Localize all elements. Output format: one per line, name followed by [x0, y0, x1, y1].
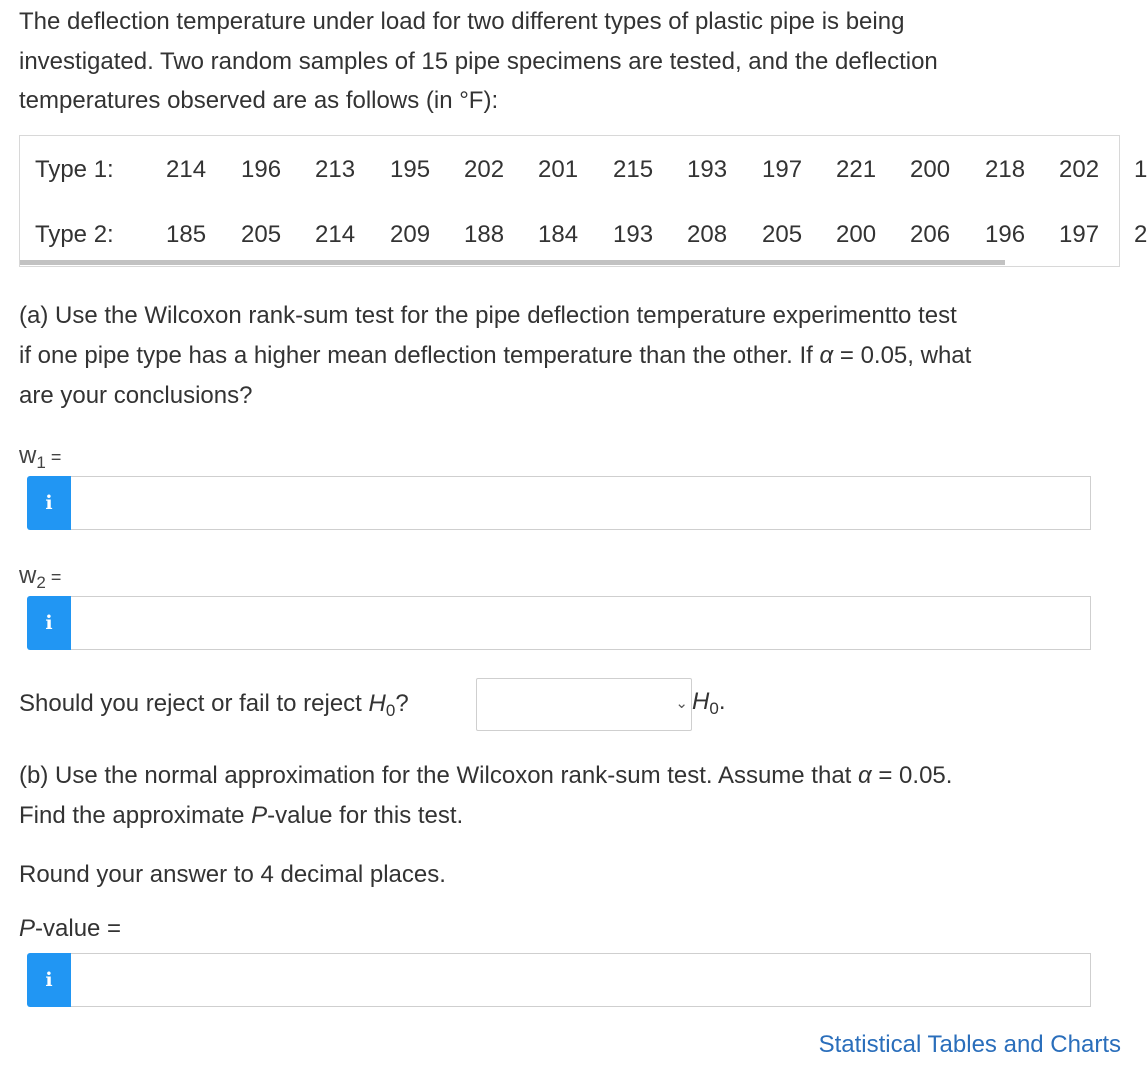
type2-value: 205 [762, 221, 803, 248]
data-table[interactable] [19, 135, 1148, 267]
w1-input[interactable] [71, 476, 1091, 530]
part-b-line-2-end: -value for this test. [267, 802, 464, 829]
part-b-line-2-text: Find the approximate [19, 802, 252, 829]
reject-question-text: Should you reject or fail to reject [19, 690, 369, 717]
pvalue-text: -value = [35, 915, 122, 942]
type2-value: 2 [1134, 221, 1148, 248]
pvalue-label [19, 915, 121, 943]
type1-value: 221 [836, 156, 877, 183]
type1-value: 195 [390, 156, 431, 183]
type1-value: 218 [985, 156, 1026, 183]
intro-line-1: The deflection temperature under load for two different types of plastic pipe is being [19, 8, 905, 35]
type2-label: Type 2: [35, 221, 114, 248]
type1-value: 202 [464, 156, 505, 183]
w1-eq: = [45, 447, 62, 467]
h0-subscript: 0 [709, 699, 719, 718]
problem-intro [19, 2, 1119, 121]
w2-label [19, 562, 61, 590]
w1-label [19, 442, 61, 470]
type2-value: 208 [687, 221, 728, 248]
h0-letter: H [692, 688, 710, 715]
type2-value: 196 [985, 221, 1026, 248]
type1-value: 1 [1134, 156, 1148, 183]
type1-value: 213 [315, 156, 356, 183]
p-letter: P [251, 802, 268, 829]
part-b-line-2 [19, 796, 1119, 836]
part-a-line-2 [19, 336, 1119, 376]
type2-value: 193 [613, 221, 654, 248]
type2-value: 197 [1059, 221, 1100, 248]
type2-value: 206 [910, 221, 951, 248]
type1-value: 197 [762, 156, 803, 183]
part-a-question [19, 296, 1119, 416]
h0-label [692, 688, 725, 716]
type1-label: Type 1: [35, 156, 114, 183]
alpha-symbol-b: α [858, 762, 872, 789]
type2-value: 184 [538, 221, 579, 248]
intro-line-3: temperatures observed are as follows (in °F): [19, 87, 499, 114]
reject-dropdown[interactable] [476, 678, 692, 731]
round-instruction: Round your answer to 4 decimal places. [19, 861, 446, 888]
w2-eq: = [45, 567, 62, 587]
part-b-line-1-text: (b) Use the normal approximation for the Wilcoxon rank-sum test. Assume that [19, 762, 859, 789]
w2-sub: 2 [36, 573, 46, 592]
type2-value: 214 [315, 221, 356, 248]
part-a-line-1: (a) Use the Wilcoxon rank-sum test for the pipe deflection temperature experimentto test [19, 302, 957, 329]
statistical-tables-link[interactable]: Statistical Tables and Charts [818, 1031, 1121, 1058]
pvalue-input[interactable] [71, 953, 1091, 1007]
w2-input[interactable] [71, 596, 1091, 650]
part-b-question [19, 756, 1119, 836]
type2-value: 209 [390, 221, 431, 248]
part-a-line-3: are your conclusions? [19, 382, 253, 409]
type2-value: 205 [241, 221, 282, 248]
type2-value: 188 [464, 221, 505, 248]
w1-info-icon[interactable]: i [27, 476, 71, 530]
horizontal-scrollbar[interactable] [20, 260, 1005, 265]
intro-line-2: investigated. Two random samples of 15 pipe specimens are tested, and the deflection [19, 47, 938, 75]
reject-question [19, 684, 409, 724]
type1-value: 202 [1059, 156, 1100, 183]
part-b-line-1-end: = 0.05. [871, 762, 953, 789]
type2-value: 185 [166, 221, 207, 248]
w2-info-icon[interactable]: i [27, 596, 71, 650]
type1-value: 196 [241, 156, 282, 183]
pvalue-info-icon[interactable]: i [27, 953, 71, 1007]
w1-sub: 1 [36, 453, 46, 472]
type1-value: 200 [910, 156, 951, 183]
h0-dot: . [718, 688, 726, 715]
type1-value: 214 [166, 156, 207, 183]
pvalue-p: P [19, 915, 36, 942]
w1-var: w [19, 442, 37, 469]
type1-value: 193 [687, 156, 728, 183]
part-a-line-2-text: if one pipe type has a higher mean deflection temperature than the other. If [19, 342, 820, 369]
type1-value: 201 [538, 156, 579, 183]
type2-value: 200 [836, 221, 877, 248]
type1-value: 215 [613, 156, 654, 183]
part-b-line-1 [19, 756, 1119, 796]
reject-question-mark: ? [395, 690, 409, 717]
w2-var: w [19, 562, 37, 589]
h-subscript: 0 [385, 701, 396, 720]
chevron-down-icon: ⌄ [675, 695, 688, 712]
alpha-symbol: α [819, 342, 834, 369]
part-a-line-2-end: = 0.05, what [833, 342, 972, 369]
h-letter: H [368, 690, 386, 717]
